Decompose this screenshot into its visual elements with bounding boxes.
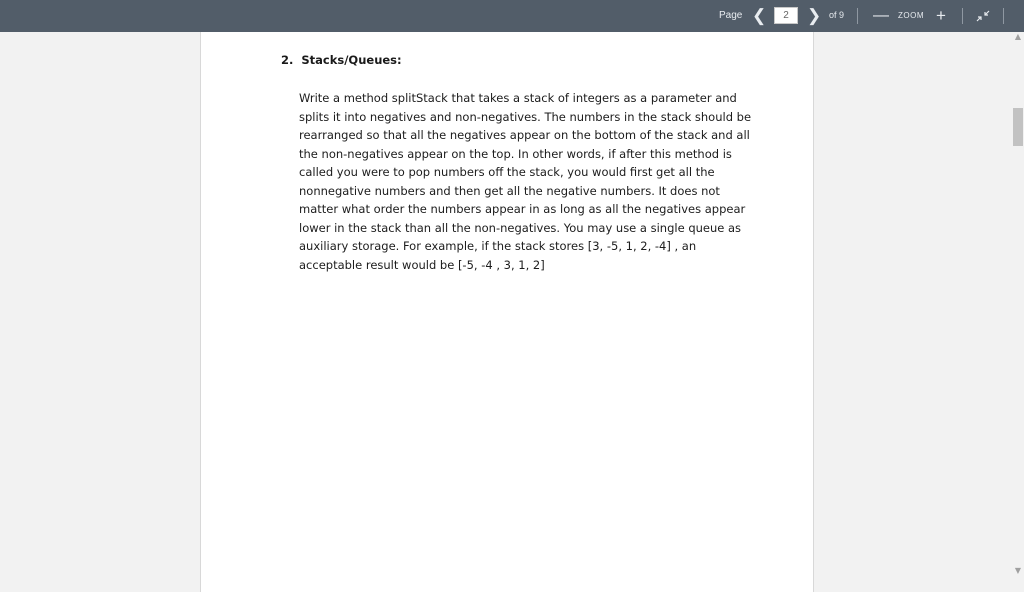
toolbar-divider <box>857 8 858 24</box>
text-line: auxiliary storage. For example, if the stack stores [3, -5, 1, 2, -4] , an <box>299 239 697 253</box>
text-line: lower in the stack than all the non-negatives. You may use a single queue as <box>299 220 742 235</box>
zoom-label: ZOOM <box>898 11 924 20</box>
toolbar-divider <box>1003 8 1004 24</box>
toolbar-divider <box>962 8 963 24</box>
next-page-button[interactable] <box>807 6 821 26</box>
exit-fullscreen-button[interactable] <box>973 6 993 26</box>
text-line: nonnegative numbers and then get all the negative numbers. It does not <box>299 183 720 198</box>
scroll-down-arrow-icon[interactable]: ▼ <box>1014 566 1022 575</box>
text-line: the non-negatives appear on the top. In other words, if after this method is <box>299 146 732 161</box>
collapse-arrows-icon <box>973 6 993 26</box>
plus-icon: + <box>936 6 946 25</box>
text-line: rearranged so that all the negatives appear on the bottom of the stack and all <box>299 128 750 142</box>
page-count: of 9 <box>829 10 845 20</box>
zoom-out-button[interactable] <box>873 6 887 26</box>
section-number: 2. <box>281 53 294 67</box>
section-title: Stacks/Queues: <box>301 53 402 67</box>
vertical-scrollbar[interactable] <box>1012 32 1024 576</box>
chevron-right-icon: ❯ <box>807 6 822 25</box>
scroll-up-arrow-icon[interactable]: ▲ <box>1014 32 1022 41</box>
chevron-left-icon: ❮ <box>752 6 767 25</box>
zoom-in-button[interactable] <box>933 6 949 26</box>
text-line: splits it into negatives and non-negatives. The numbers in the stack should be <box>299 109 752 124</box>
minus-icon: — <box>873 7 889 24</box>
previous-page-button[interactable] <box>752 6 766 26</box>
section-heading <box>281 53 402 67</box>
text-line: called you were to pop numbers off the stack, you would first get all the <box>299 165 715 179</box>
text-line: matter what order the numbers appear in as long as all the negatives appear <box>299 202 746 216</box>
text-line: acceptable result would be [-5, -4 , 3, 1, 2] <box>299 257 545 272</box>
viewer-toolbar <box>0 0 1024 32</box>
scroll-thumb[interactable] <box>1013 108 1023 146</box>
text-line: Write a method splitStack that takes a stack of integers as a parameter and <box>299 91 737 105</box>
document-page <box>200 32 814 592</box>
problem-text <box>299 89 752 274</box>
page-label: Page <box>719 10 743 21</box>
page-number-input[interactable] <box>774 7 798 24</box>
